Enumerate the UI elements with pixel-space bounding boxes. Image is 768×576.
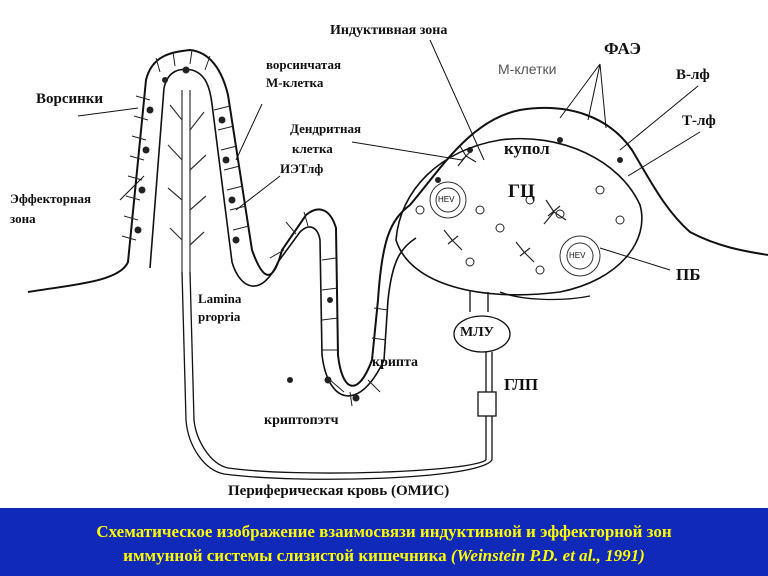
label-peripheral-blood: Периферическая кровь (ОМИС): [228, 483, 450, 499]
epithelium-outline: [28, 50, 768, 386]
label-gc: ГЦ: [508, 181, 535, 202]
label-lamina-1: Lamina: [198, 291, 242, 306]
label-dome: купол: [504, 139, 550, 158]
label-b-lf: В-лф: [676, 67, 710, 83]
label-cryptopatch: криптопэтч: [264, 413, 339, 428]
caption-reference: (Weinstein P.D. et al., 1991): [450, 546, 645, 565]
label-glp: ГЛП: [504, 375, 539, 394]
label-villi: Ворсинки: [36, 91, 104, 107]
label-dendritic-2: клетка: [292, 141, 333, 156]
label-hev-1: HEV: [438, 195, 455, 204]
label-villous-m-cell-1: ворсинчатая: [266, 57, 341, 72]
label-effector-zone-2: зона: [10, 211, 36, 226]
label-hev-2: HEV: [569, 251, 586, 260]
caption-line-2: [0, 546, 768, 566]
label-m-cells: М-клетки: [498, 61, 557, 77]
label-dendritic-1: Дендритная: [290, 121, 362, 136]
label-t-lf: Т-лф: [682, 113, 716, 129]
label-crypt: крипта: [372, 355, 419, 370]
caption-line-2-main: иммунной системы слизистой кишечника: [123, 546, 451, 565]
label-effector-zone-1: Эффекторная: [10, 191, 92, 206]
villus-vessel: [168, 90, 206, 272]
cell-nuclei: [135, 67, 624, 402]
label-inductive-zone: Индуктивная зона: [330, 23, 448, 38]
label-lamina-2: propria: [198, 309, 241, 324]
label-fae: ФАЭ: [604, 39, 641, 58]
dome-follicle: [396, 139, 642, 295]
label-villous-m-cell-2: М-клетка: [266, 75, 324, 90]
label-pb: ПБ: [676, 265, 701, 284]
caption-bar: [0, 508, 768, 576]
label-mlu: МЛУ: [460, 325, 494, 340]
villus-epithelial-cells: [122, 50, 388, 406]
caption-line-1: Схематическое изображение взаимосвязи индуктивной и эффекторной зон: [96, 522, 672, 541]
label-ietlf: ИЭТлф: [280, 161, 324, 176]
dendritic-cells: [444, 146, 566, 262]
